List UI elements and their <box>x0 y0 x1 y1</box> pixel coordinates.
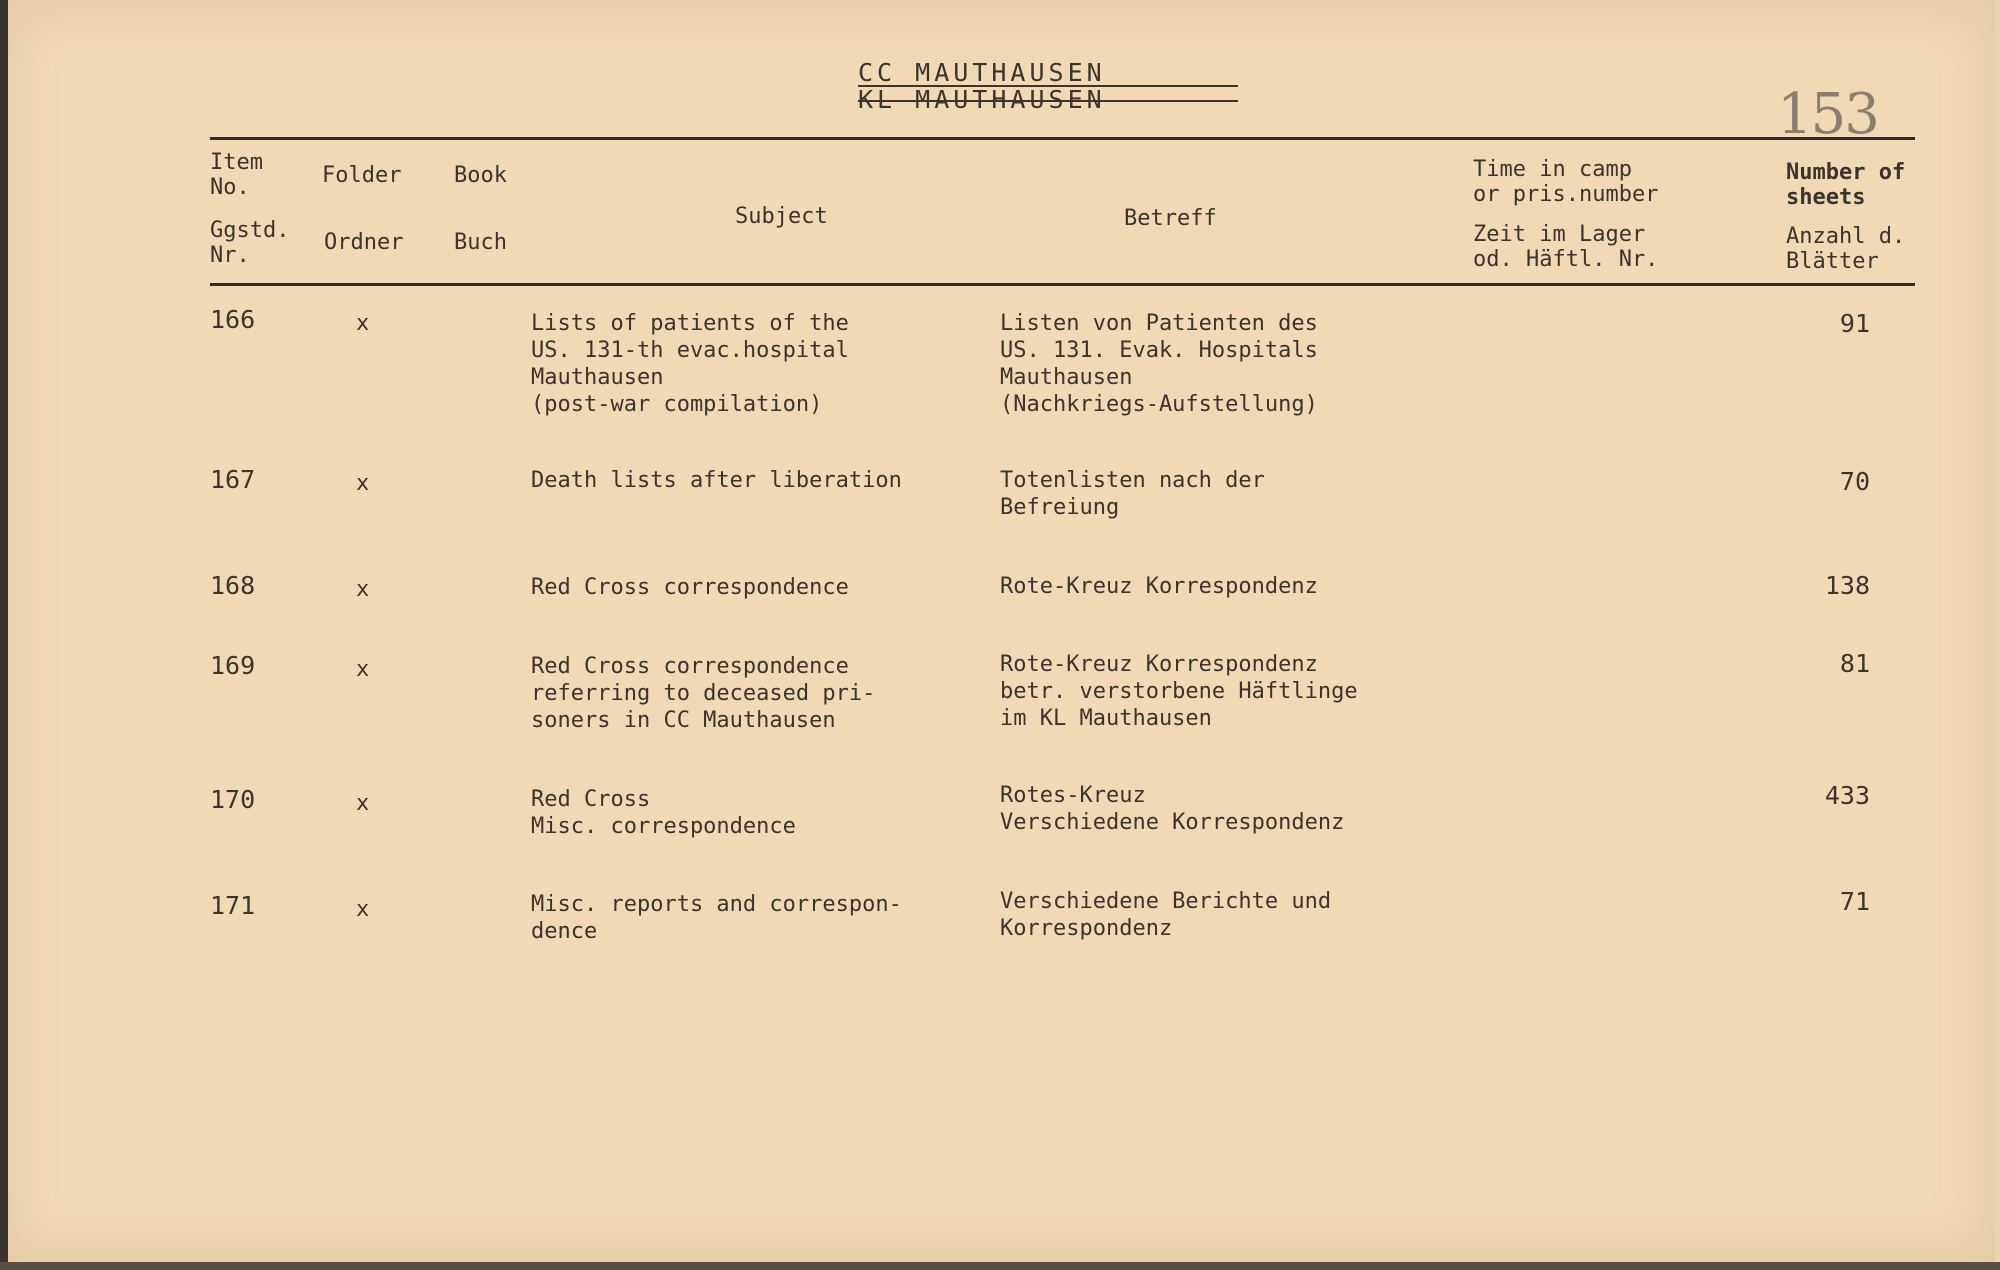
row-betreff: Verschiedene Berichte und Korrespondenz <box>1000 889 1332 941</box>
row-betreff: Listen von Patienten des US. 131. Evak. Hospitals Mauthausen (Nachkriegs-Aufstellung) <box>1000 311 1318 417</box>
row-folder: x <box>356 471 370 496</box>
header-item-en: Item No. <box>210 150 263 200</box>
header-time-de: Zeit im Lager od. Häftl. Nr. <box>1473 222 1659 272</box>
row-sheets: 81 <box>1839 649 1870 678</box>
row-betreff: Rotes-Kreuz Verschiedene Korrespondenz <box>1000 783 1345 835</box>
row-sheets: 433 <box>1824 781 1870 810</box>
title-line-cc: CC MAUTHAUSEN <box>858 60 1238 87</box>
row-betreff: Rote-Kreuz Korrespondenz betr. verstorbene Häftlinge im KL Mauthausen <box>1000 652 1358 731</box>
document-title <box>858 60 1238 112</box>
page-bottom-edge <box>0 1262 2000 1270</box>
title-line-kl: KL MAUTHAUSEN <box>858 87 1238 112</box>
header-subject: Subject <box>735 204 828 229</box>
row-item: 171 <box>210 891 256 920</box>
binding-edge <box>0 0 8 1270</box>
header-sheets-en: Number of sheets <box>1786 160 1906 210</box>
row-subject: Red Cross correspondence referring to deceased pri- soners in CC Mauthausen <box>531 654 876 733</box>
row-betreff: Totenlisten nach der Befreiung <box>1000 468 1265 520</box>
header-time-en: Time in camp or pris.number <box>1473 157 1659 207</box>
header-folder-de: Ordner <box>324 230 404 255</box>
row-item: 166 <box>210 305 256 334</box>
header-betreff: Betreff <box>1124 206 1217 231</box>
row-betreff: Rote-Kreuz Korrespondenz <box>1000 574 1318 599</box>
header-folder-en: Folder <box>322 163 402 188</box>
row-subject: Misc. reports and correspon- dence <box>531 892 902 944</box>
page-right-edge <box>1995 0 2000 1270</box>
row-item: 169 <box>210 651 256 680</box>
header-item-de: Ggstd. Nr. <box>210 218 290 268</box>
row-subject: Death lists after liberation <box>531 468 902 493</box>
row-subject: Red Cross correspondence <box>531 575 849 600</box>
row-sheets: 71 <box>1839 887 1870 916</box>
row-subject: Red Cross Misc. correspondence <box>531 787 796 839</box>
row-folder: x <box>356 897 370 922</box>
row-folder: x <box>356 311 370 336</box>
row-folder: x <box>356 577 370 602</box>
row-subject: Lists of patients of the US. 131-th evac.hospital Mauthausen (post-war compilation) <box>531 311 849 417</box>
row-folder: x <box>356 791 370 816</box>
row-sheets: 91 <box>1839 309 1870 338</box>
row-sheets: 138 <box>1824 571 1870 600</box>
row-sheets: 70 <box>1839 467 1870 496</box>
header-book-de: Buch <box>454 230 507 255</box>
header-book-en: Book <box>454 163 507 188</box>
header-sheets-de: Anzahl d. Blätter <box>1786 224 1906 274</box>
header-top-rule <box>210 137 1915 140</box>
row-item: 170 <box>210 785 256 814</box>
page-number: 153 <box>1777 82 1878 147</box>
header-bottom-rule <box>210 283 1915 286</box>
row-folder: x <box>356 657 370 682</box>
row-item: 168 <box>210 571 256 600</box>
row-item: 167 <box>210 465 256 494</box>
